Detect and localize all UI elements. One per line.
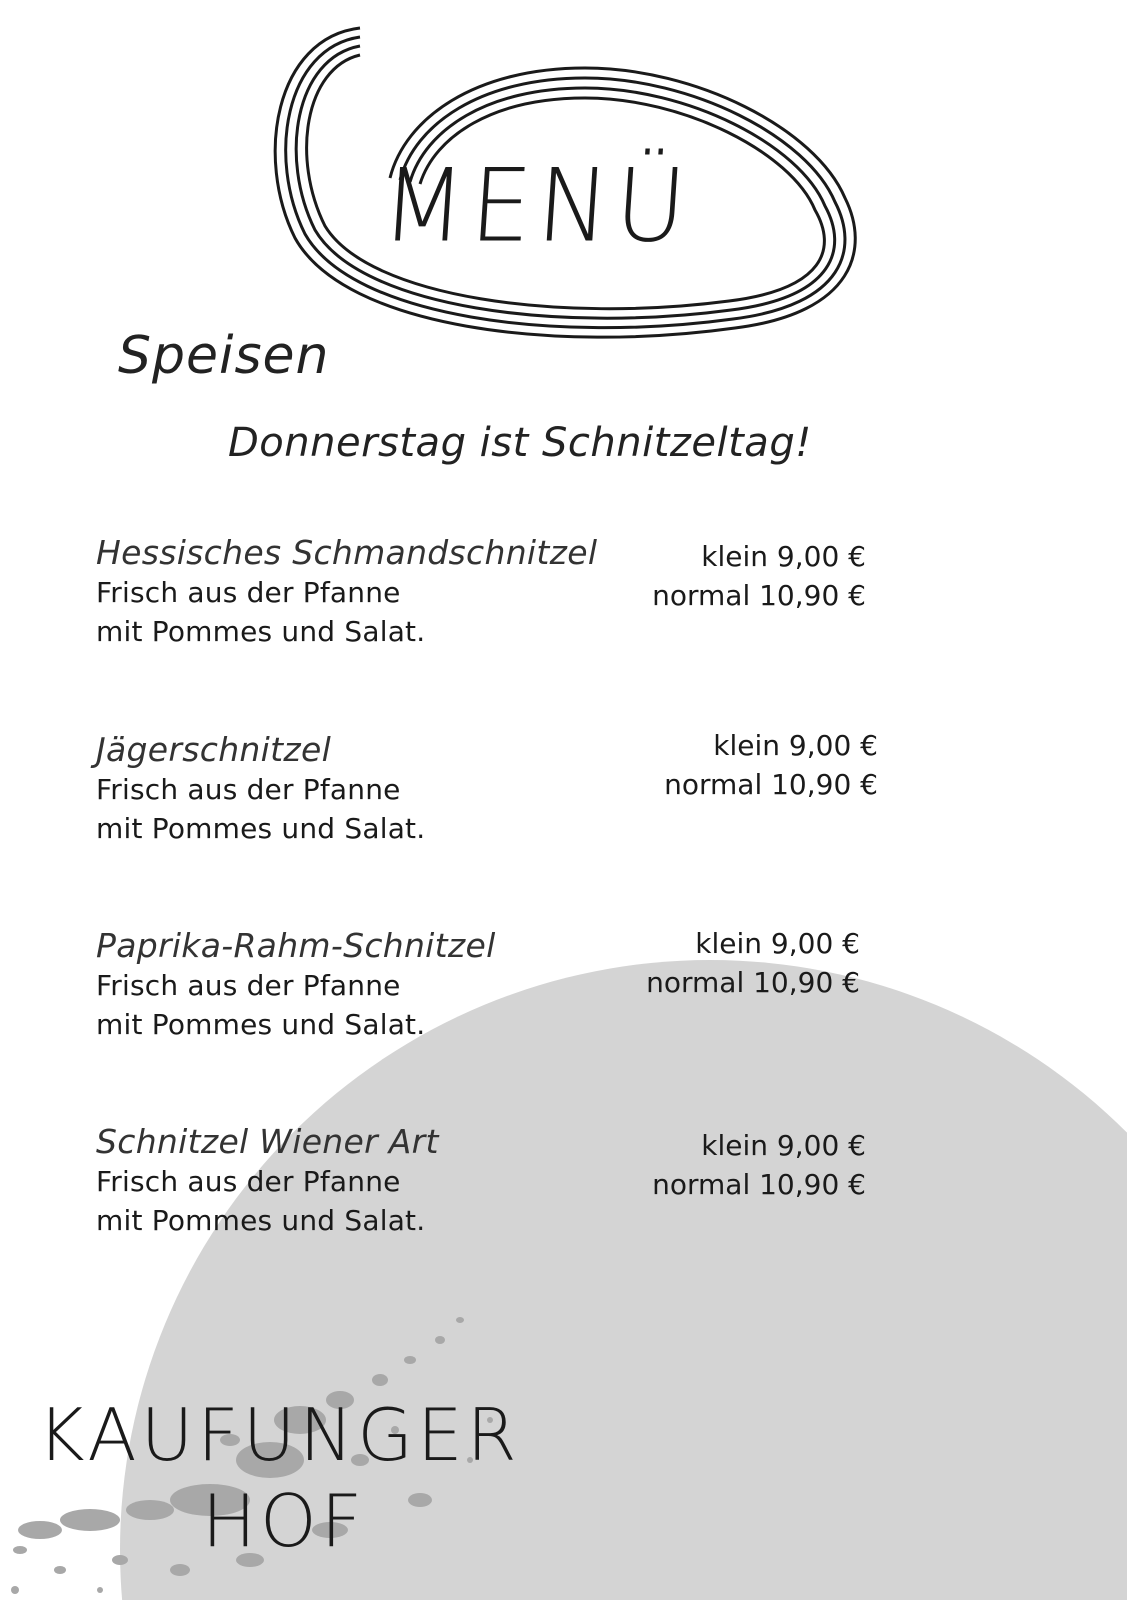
item-prices <box>664 726 878 804</box>
brand-line1: KAUFUNGER <box>37 1393 521 1477</box>
price-normal: normal 10,90 € <box>652 1168 866 1201</box>
price-small: klein 9,00 € <box>695 927 860 960</box>
item-prices <box>646 924 860 1002</box>
item-desc-line: mit Pommes und Salat. <box>96 615 426 648</box>
section-title: Speisen <box>118 326 330 386</box>
item-description <box>96 1162 425 1240</box>
price-small: klein 9,00 € <box>701 1129 866 1162</box>
item-desc-line: mit Pommes und Salat. <box>96 1008 426 1041</box>
subtitle: Donnerstag ist Schnitzeltag! <box>228 420 812 466</box>
item-desc-line: mit Pommes und Salat. <box>96 1204 426 1237</box>
item-name: Paprika-Rahm-Schnitzel <box>96 926 496 965</box>
item-desc-line: Frisch aus der Pfanne <box>96 773 401 806</box>
item-desc-line: mit Pommes und Salat. <box>96 812 426 845</box>
item-desc-line: Frisch aus der Pfanne <box>96 576 401 609</box>
price-normal: normal 10,90 € <box>664 768 878 801</box>
menu-item <box>96 1122 866 1262</box>
item-prices <box>652 1126 866 1204</box>
item-description <box>96 770 425 848</box>
menu-item <box>96 926 860 1066</box>
brand-line2: HOF <box>201 1479 367 1563</box>
price-small: klein 9,00 € <box>713 729 878 762</box>
price-normal: normal 10,90 € <box>652 579 866 612</box>
item-desc-line: Frisch aus der Pfanne <box>96 1165 401 1198</box>
menu-item <box>96 533 866 673</box>
item-name: Schnitzel Wiener Art <box>96 1122 439 1161</box>
brand-logo <box>34 1392 524 1564</box>
item-name: Jägerschnitzel <box>96 730 332 769</box>
item-description <box>96 966 425 1044</box>
price-normal: normal 10,90 € <box>646 966 860 999</box>
item-desc-line: Frisch aus der Pfanne <box>96 969 401 1002</box>
item-description <box>96 573 425 651</box>
item-prices <box>652 537 866 615</box>
menu-item <box>96 729 878 870</box>
menu-title: MENÜ <box>378 147 696 265</box>
price-small: klein 9,00 € <box>701 540 866 573</box>
item-name: Hessisches Schmandschnitzel <box>96 533 598 572</box>
